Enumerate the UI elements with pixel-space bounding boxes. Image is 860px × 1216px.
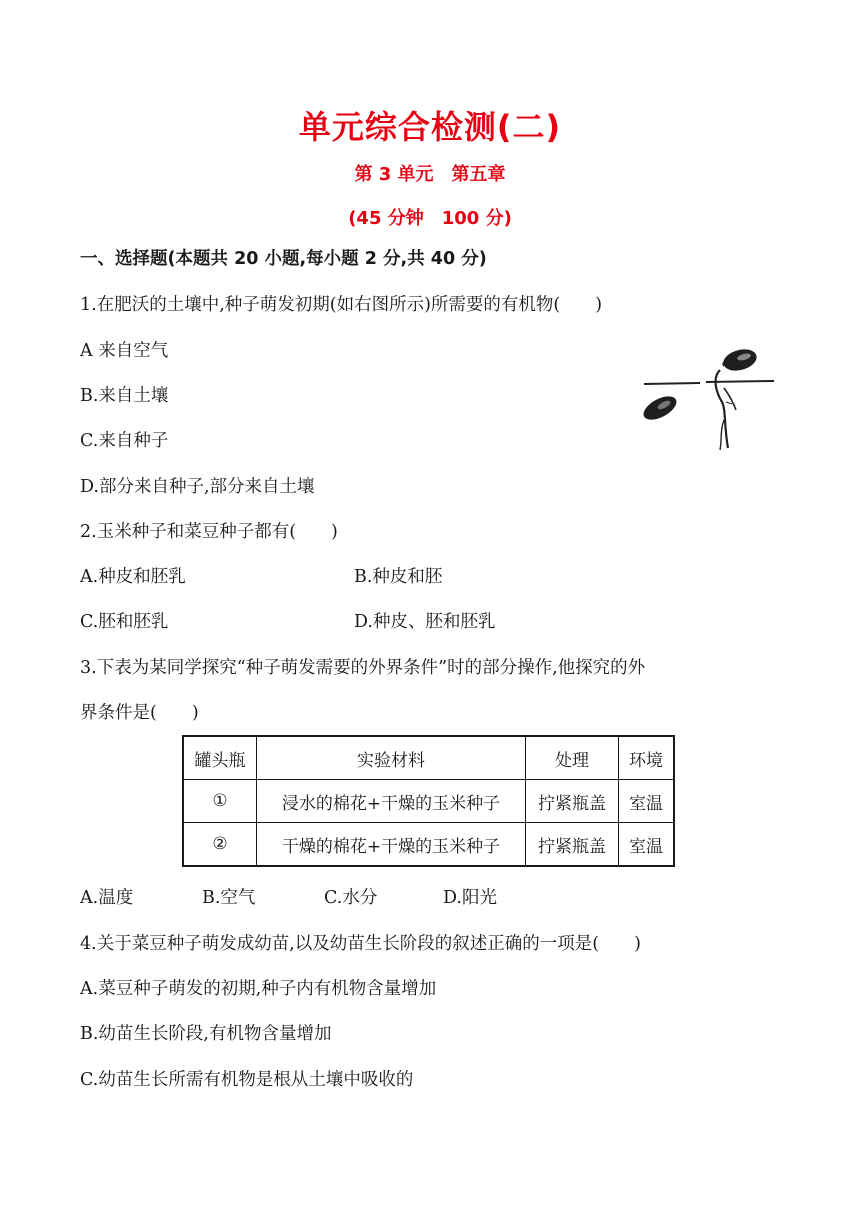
question-1-option-d: D.部分来自种子,部分来自土壤: [80, 477, 315, 497]
experiment-table: [182, 735, 675, 867]
table-header-cell: 罐头瓶: [183, 736, 257, 780]
table-cell: 浸水的棉花+干燥的玉米种子: [257, 780, 526, 823]
question-4-option-a: A.菜豆种子萌发的初期,种子内有机物含量增加: [80, 979, 437, 999]
table-cell: 室温: [619, 823, 675, 867]
section-heading: 一、选择题(本题共 20 小题,每小题 2 分,共 40 分): [80, 249, 487, 269]
table-header-cell: 实验材料: [257, 736, 526, 780]
question-2-option-a: A.种皮和胚乳: [80, 567, 186, 587]
question-3-stem-line1: 3.下表为某同学探究“种子萌发需要的外界条件”时的部分操作,他探究的外: [80, 658, 646, 678]
table-row: [183, 780, 674, 823]
table-header-row: [183, 736, 674, 780]
table-cell: 干燥的棉花+干燥的玉米种子: [257, 823, 526, 867]
table-cell: 拧紧瓶盖: [526, 780, 619, 823]
question-2-stem: 2.玉米种子和菜豆种子都有( ): [80, 522, 338, 542]
question-4-option-c: C.幼苗生长所需有机物是根从土壤中吸收的: [80, 1070, 414, 1090]
table-cell: 拧紧瓶盖: [526, 823, 619, 867]
table-cell: ②: [183, 823, 257, 867]
question-1-option-a: A 来自空气: [80, 341, 169, 361]
unit-subtitle: 第 3 单元 第五章: [354, 164, 506, 185]
seed-germination-figure: [640, 340, 780, 455]
table-cell: ①: [183, 780, 257, 823]
page-title: 单元综合检测(二): [298, 108, 562, 146]
question-1-option-c: C.来自种子: [80, 431, 169, 451]
question-3-option-a: A.温度: [80, 888, 134, 908]
question-1-option-b: B.来自土壤: [80, 386, 169, 406]
top-seed: [721, 346, 759, 374]
soil-line: [644, 381, 774, 384]
table-cell: 室温: [619, 780, 675, 823]
question-2-option-c: C.胚和胚乳: [80, 612, 169, 632]
question-2-option-b: B.种皮和胚: [354, 567, 443, 587]
question-1-stem: 1.在肥沃的土壤中,种子萌发初期(如右图所示)所需要的有机物( ): [80, 295, 603, 315]
table-header-cell: 处理: [526, 736, 619, 780]
left-seed: [640, 392, 680, 425]
time-score-subtitle: (45 分钟 100 分): [348, 208, 512, 229]
question-3-stem-line2: 界条件是( ): [80, 703, 199, 723]
question-4-option-b: B.幼苗生长阶段,有机物含量增加: [80, 1024, 332, 1044]
question-2-option-d: D.种皮、胚和胚乳: [354, 612, 496, 632]
table-row: [183, 823, 674, 867]
question-3-option-c: C.水分: [324, 888, 378, 908]
question-3-option-d: D.阳光: [443, 888, 497, 908]
question-3-option-b: B.空气: [202, 888, 256, 908]
table-header-cell: 环境: [619, 736, 675, 780]
question-4-stem: 4.关于菜豆种子萌发成幼苗,以及幼苗生长阶段的叙述正确的一项是( ): [80, 934, 641, 954]
